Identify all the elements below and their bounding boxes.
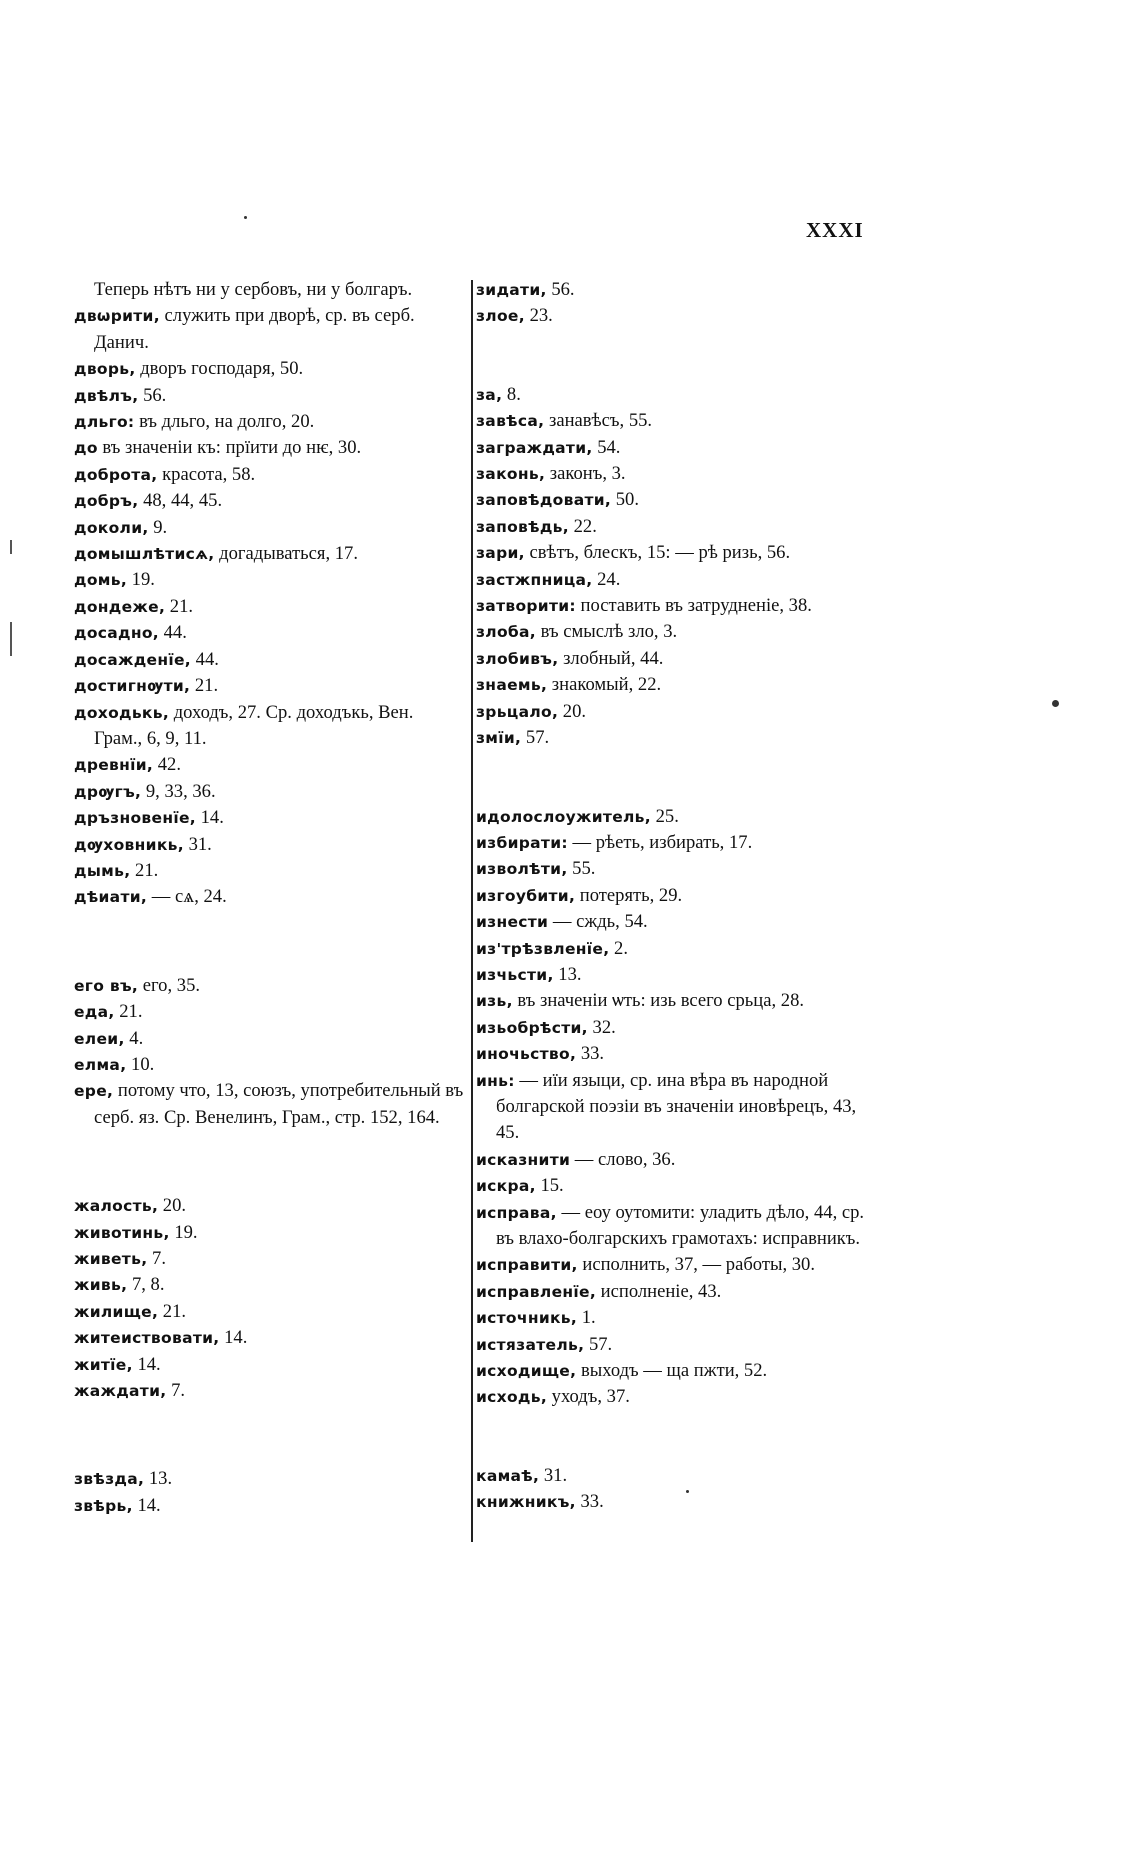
entry-definition: 56. [138,384,167,406]
entry-headword: двѡрити, [74,307,160,326]
glossary-entry [74,620,466,646]
glossary-entry [476,1332,872,1358]
entry-definition: въ значеніи ѡть: изь всего срьца, 28. [512,990,805,1012]
glossary-entry [476,646,872,672]
glossary-entry [74,832,466,858]
entry-headword: двѣлъ, [74,386,139,405]
entry-headword: завѣса, [476,412,545,431]
glossary-entry [476,277,872,303]
entry-headword: источникь, [476,1309,578,1328]
glossary-entry [476,936,872,962]
entry-headword: животинь, [74,1223,170,1242]
glossary-entry [74,1193,466,1219]
entry-definition: 44. [191,648,219,670]
glossary-entry [476,699,872,725]
glossary-entry [476,962,872,988]
entry-definition: 25. [650,805,679,827]
entry-headword: затворити: [476,597,576,616]
entry-headword: исказнити [476,1150,571,1169]
entry-headword: изгоубити, [476,886,576,905]
glossary-entry [74,1246,466,1272]
entry-definition: 32. [587,1016,616,1038]
entry-headword: змїи, [476,729,522,748]
glossary-entry [476,382,872,408]
entry-headword: домышлѣтисѧ, [74,545,215,564]
entry-headword: заповѣдь, [476,517,569,536]
entry-definition: 1. [577,1307,596,1329]
entry-headword: елеи, [74,1029,125,1048]
glossary-entry [74,1052,466,1078]
entry-definition: красота, 58. [157,463,256,485]
entry-definition: въ смыслѣ зло, 3. [535,621,678,643]
entry-definition: 57. [584,1333,613,1355]
entry-headword: дымь, [74,861,131,880]
entry-headword: досажденїе, [74,650,191,669]
glossary-entry [476,540,872,566]
entry-headword: доколи, [74,518,149,537]
entry-headword: добръ, [74,492,139,511]
entry-definition: исполненіе, 43. [596,1280,722,1302]
glossary-entry [74,567,466,593]
glossary-entry [74,673,466,699]
entry-headword: злое, [476,307,525,326]
entry-headword: досадно, [74,624,159,643]
entry-definition: 19. [169,1221,198,1243]
entry-definition: 21. [158,1300,187,1322]
glossary-entry [476,1068,872,1147]
glossary-entry [476,1041,872,1067]
right-column [476,277,872,1516]
entry-headword: за, [476,385,503,404]
entry-headword: ере, [74,1082,114,1101]
entry-definition: исполнить, 37, — работы, 30. [577,1254,816,1276]
entry-definition: 2. [609,937,628,959]
glossary-entry [74,1378,466,1404]
margin-mark [10,622,12,656]
entry-definition: въ значеніи къ: прїити до нѥ, 30. [97,437,362,459]
section-gap [74,911,466,973]
entry-headword: злоба, [476,623,536,642]
glossary-entry [74,1220,466,1246]
glossary-entry [74,805,466,831]
entry-headword: заграждати, [476,438,593,457]
entry-headword: исправа, [476,1203,557,1222]
glossary-entry [476,830,872,856]
entry-headword: книжникъ, [476,1493,576,1512]
entry-definition: дворъ господаря, 50. [135,358,304,380]
glossary-entry [476,619,872,645]
entry-headword: доходькь, [74,703,170,722]
glossary-entry [74,383,466,409]
glossary-entry [476,487,872,513]
glossary-entry [476,672,872,698]
entry-headword: дръзновенїе, [74,809,196,828]
glossary-entry [476,909,872,935]
entry-headword: застжпница, [476,570,593,589]
glossary-entry [476,1305,872,1331]
glossary-entry [74,356,466,382]
entry-headword: зрьцало, [476,702,559,721]
entry-definition: 4. [124,1027,144,1049]
entry-headword: идолослоужитель, [476,807,651,826]
entry-definition: 42. [153,754,181,776]
glossary-entry [74,435,466,461]
entry-definition: 55. [567,858,596,880]
entry-definition: 24. [592,568,621,590]
entry-definition: 14. [195,807,224,829]
entry-definition: 7. [166,1380,186,1402]
glossary-entry [476,988,872,1014]
section-gap [74,1131,466,1193]
entry-headword: изь, [476,992,513,1011]
entry-definition: 21. [165,595,194,617]
entry-definition: потому что, 13, союзъ, употребительный въ серб. яз. Ср. Венелинъ, Грам., стр. 152, 164. [94,1080,464,1128]
entry-definition: доходъ, 27. Ср. доходъкь, Вен. Грам., 6, 9, 11. [94,701,414,749]
entry-headword: дльго: [74,413,135,432]
glossary-entry [476,1252,872,1278]
glossary-entry [476,856,872,882]
entry-definition: Теперь нѣтъ ни у сербовъ, ни у болгаръ. [94,279,413,300]
glossary-entry [476,1279,872,1305]
entry-headword: знаемь, [476,676,548,695]
entry-definition: — сждь, 54. [548,911,648,933]
entry-definition: 8. [502,383,521,405]
entry-definition: законъ, 3. [545,463,626,485]
entry-definition: 31. [183,833,212,855]
entry-definition: 13. [144,1468,173,1490]
entry-definition: 14. [132,1353,161,1375]
entry-headword: живь, [74,1276,128,1295]
entry-definition: догадываться, 17. [214,543,358,565]
glossary-entry [476,435,872,461]
entry-headword: древнїи, [74,756,154,775]
glossary-entry [74,594,466,620]
entry-definition: 22. [568,515,597,537]
entry-definition: — слово, 36. [570,1148,676,1170]
entry-headword: из'трѣзвленїе, [476,939,610,958]
glossary-entry [74,541,466,567]
glossary-entry [74,1325,466,1351]
glossary-entry [74,752,466,778]
glossary-entry [476,567,872,593]
glossary-entry [74,973,466,999]
entry-definition: 21. [130,859,159,881]
glossary-entry [476,408,872,434]
entry-definition: выходъ — ща пжти, 52. [576,1360,768,1382]
entry-definition: свѣтъ, блескъ, 15: — рѣ ризь, 56. [524,542,791,564]
glossary-entry [476,1489,872,1515]
entry-headword: избирати: [476,833,568,852]
entry-definition: 56. [546,279,575,300]
entry-headword: живеть, [74,1250,148,1268]
entry-definition: 23. [524,305,553,327]
entry-headword: исходище, [476,1362,577,1381]
entry-definition: 14. [219,1327,248,1349]
entry-definition: занавѣсъ, 55. [544,410,653,432]
entry-headword: дѹховникь, [74,835,184,854]
entry-headword: домь, [74,571,128,590]
glossary-entry [74,779,466,805]
entry-definition: — иїи языци, ср. ина вѣра въ народной болгарской поэзіи въ значеніи иновѣрецъ, 43, 45. [496,1069,857,1144]
glossary-entry [476,1147,872,1173]
glossary-entry [74,858,466,884]
entry-headword: зидати, [476,281,547,299]
entry-definition: злобный, 44. [558,647,664,669]
entry-headword: доброта, [74,465,158,484]
column-divider [471,280,473,1542]
entry-headword: зари, [476,544,525,563]
glossary-entry [74,1493,466,1519]
entry-definition: 7. [147,1248,166,1269]
glossary-entry [74,462,466,488]
entry-headword: камаѣ, [476,1466,540,1485]
glossary-entry [476,725,872,751]
entry-headword: инь: [476,1071,515,1090]
entry-headword: законь, [476,465,546,484]
glossary-entry [74,303,466,356]
entry-headword: иночьство, [476,1045,577,1064]
section-gap [476,752,872,804]
entry-definition: уходъ, 37. [547,1386,630,1408]
entry-headword: достигнѹти, [74,677,191,696]
entry-definition: потерять, 29. [575,884,683,906]
continued-entry [74,277,466,303]
glossary-entry [74,1272,466,1298]
entry-definition: 7, 8. [127,1274,165,1296]
entry-headword: житеиствовати, [74,1329,220,1348]
entry-definition: въ дльго, на долго, 20. [134,411,315,433]
section-gap [476,1411,872,1463]
glossary-entry [74,700,466,753]
entry-headword: жаждати, [74,1382,167,1401]
glossary-entry [476,1358,872,1384]
glossary-entry [74,1026,466,1052]
ink-speck [1052,700,1059,707]
entry-definition: 9. [148,516,168,538]
entry-definition: знакомый, 22. [547,674,662,696]
entry-headword: изчьсти, [476,965,554,984]
glossary-entry [74,409,466,435]
glossary-entry [476,804,872,830]
entry-definition: 20. [558,700,587,722]
page-number: XXXI [806,218,864,242]
entry-headword: злобивъ, [476,649,559,668]
entry-definition: 33. [575,1491,604,1513]
glossary-entry [74,488,466,514]
glossary-entry [74,1352,466,1378]
entry-definition: 20. [158,1195,187,1217]
glossary-entry [476,1463,872,1489]
glossary-entry [476,514,872,540]
entry-definition: 14. [132,1494,161,1516]
entry-headword: звѣрь, [74,1496,133,1515]
section-gap [74,1404,466,1466]
section-gap [476,330,872,382]
glossary-entry [74,1466,466,1492]
entry-definition: 31. [539,1464,568,1486]
glossary-entry [476,1173,872,1199]
entry-headword: дворь, [74,360,136,379]
entry-headword: елма, [74,1055,127,1074]
glossary-entry [476,461,872,487]
glossary-entry [476,1384,872,1410]
entry-headword: дрѹгъ, [74,782,142,801]
entry-headword: искра, [476,1177,536,1196]
entry-definition: 15. [535,1175,564,1197]
glossary-entry [476,303,872,329]
entry-definition: 33. [576,1043,605,1065]
entry-definition: его, 35. [138,974,201,996]
glossary-entry [74,515,466,541]
entry-definition: 50. [611,489,639,511]
glossary-entry [74,1078,466,1131]
entry-definition: — рѣеть, избирать, 17. [567,831,753,853]
entry-headword: дондеже, [74,597,166,616]
entry-definition: служить при дворѣ, ср. въ серб. Данич. [94,305,415,353]
entry-headword: изьобрѣсти, [476,1018,588,1037]
entry-definition: 48, 44, 45. [138,490,223,512]
entry-definition: 9, 33, 36. [141,780,216,802]
entry-definition: 13. [553,963,582,985]
entry-headword: исправити, [476,1256,578,1275]
entry-headword: жалость, [74,1197,159,1216]
glossary-entry [476,883,872,909]
entry-headword: житїе, [74,1355,133,1374]
glossary-entry [74,1299,466,1325]
entry-headword: его въ, [74,976,139,995]
entry-definition: поставить въ затрудненіе, 38. [575,595,812,617]
entry-headword: исходь, [476,1388,548,1407]
glossary-entry [74,999,466,1025]
entry-headword: истязатель, [476,1335,585,1354]
margin-mark [10,540,12,554]
glossary-entry [476,1015,872,1041]
glossary-entry [476,1200,872,1253]
entry-headword: до [74,439,98,458]
glossary-entry [476,593,872,619]
entry-headword: заповѣдовати, [476,491,612,510]
glossary-entry [74,647,466,673]
entry-definition: 57. [521,727,550,749]
glossary-entry [74,884,466,910]
entry-headword: изнести [476,913,549,932]
entry-headword: дѣиати, [74,888,148,907]
entry-headword: звѣзда, [74,1470,145,1489]
entry-headword: исправленїе, [476,1282,597,1301]
entry-definition: 21. [190,675,219,697]
left-column [74,277,466,1519]
entry-definition: 21. [114,1001,143,1023]
entry-definition: — еоу оутомити: уладить дѣло, 44, ср. въ влахо-болгарскихъ грамотахъ: исправникъ. [496,1201,865,1249]
entry-definition: 19. [127,569,155,591]
entry-headword: изволѣти, [476,860,568,879]
entry-definition: 44. [158,622,187,644]
entry-headword: еда, [74,1003,115,1022]
entry-definition: 10. [126,1053,155,1075]
ink-speck [244,216,247,219]
entry-headword: жилище, [74,1302,159,1321]
entry-definition: 54. [592,436,621,458]
entry-definition: — сѧ, 24. [147,886,227,908]
